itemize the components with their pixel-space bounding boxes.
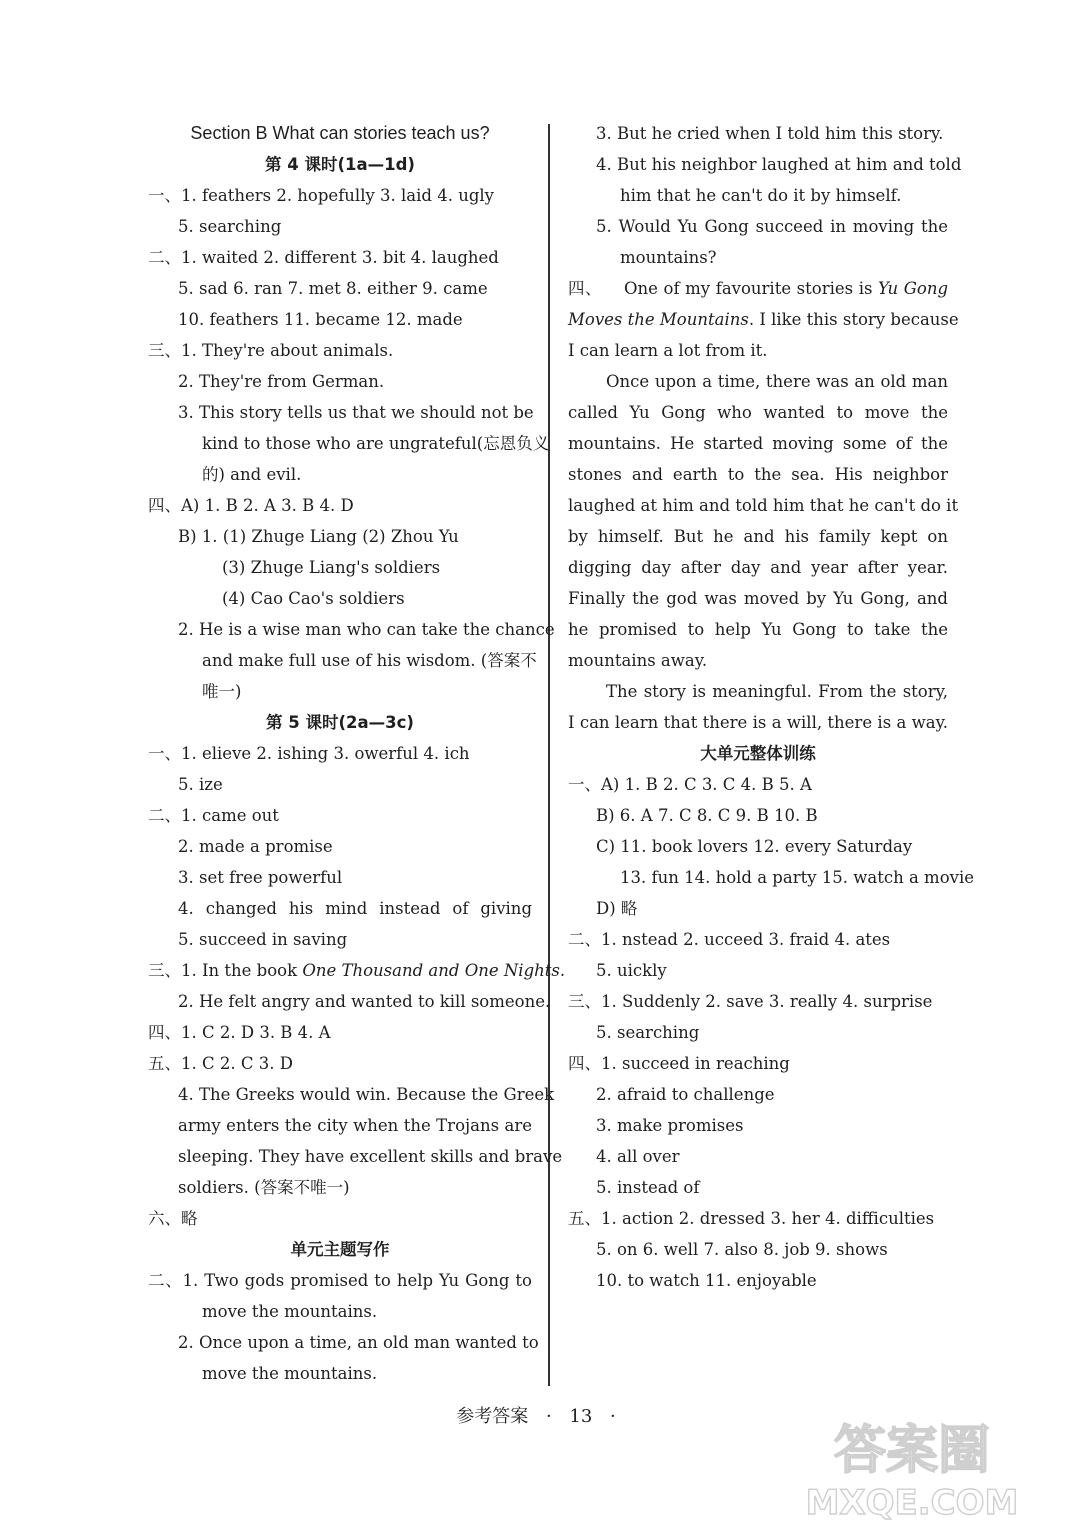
answer-line: mountains?: [620, 248, 717, 267]
answer-text: One of my favourite stories is: [624, 279, 879, 298]
answer-line: 5. instead of: [596, 1178, 700, 1197]
answer-line: 2. made a promise: [178, 837, 333, 856]
answer-line: [568, 273, 948, 304]
answer-line: 唯一): [202, 682, 242, 701]
lesson-5-title: 第 5 课时(2a—3c): [266, 713, 414, 732]
answer-line: [148, 955, 566, 986]
answer-line: D) 略: [596, 899, 638, 918]
answer-line: 5. succeed in saving: [178, 930, 348, 949]
answer-line: 3. make promises: [596, 1116, 744, 1135]
answer-line: move the mountains.: [202, 1364, 378, 1383]
answer-line: mountains. He started moving some of the: [568, 434, 948, 453]
answer-line: (4) Cao Cao's soldiers: [222, 589, 405, 608]
answer-line: 5. uickly: [596, 961, 667, 980]
answer-line: 四、A) 1. B 2. A 3. B 4. D: [148, 496, 354, 515]
answer-line: C) 11. book lovers 12. every Saturday: [596, 837, 913, 856]
answer-line: 二、1. Two gods promised to help Yu Gong to: [148, 1271, 532, 1290]
answer-line: 三、1. Suddenly 2. save 3. really 4. surprise: [568, 992, 933, 1011]
book-title: Yu Gong: [878, 279, 949, 298]
page-number: 13: [569, 1406, 593, 1427]
answer-line: 一、1. elieve 2. ishing 3. owerful 4. ich: [148, 744, 470, 763]
watermark-text: 答案圈: [833, 1421, 991, 1481]
answer-line: B) 1. (1) Zhuge Liang (2) Zhou Yu: [178, 527, 459, 546]
answer-line: he promised to help Yu Gong to take the: [568, 620, 948, 639]
answer-line: called Yu Gong who wanted to move the: [568, 403, 948, 422]
answer-line: 2. Once upon a time, an old man wanted to: [178, 1333, 539, 1352]
question-label: 四、: [568, 279, 602, 298]
answer-line: 三、1. They're about animals.: [148, 341, 394, 360]
answer-line: 的) and evil.: [202, 465, 302, 484]
answer-line: and make full use of his wisdom. (答案不: [202, 651, 537, 670]
answer-line: 3. set free powerful: [178, 868, 343, 887]
lesson-4-title: 第 4 课时(1a—1d): [265, 155, 415, 174]
right-column: [568, 118, 975, 1296]
answer-line: 二、1. waited 2. different 3. bit 4. laughed: [148, 248, 499, 267]
answer-line: him that he can't do it by himself.: [620, 186, 902, 205]
answer-line: [568, 304, 959, 335]
answer-line: 一、A) 1. B 2. C 3. C 4. B 5. A: [568, 775, 812, 794]
answer-line: sleeping. They have excellent skills and brave: [178, 1147, 563, 1166]
unit-training-title: 大单元整体训练: [700, 744, 816, 763]
answer-line: stones and earth to the sea. His neighbor: [568, 465, 948, 484]
answer-line: 2. afraid to challenge: [596, 1085, 775, 1104]
answer-line: laughed at him and told him that he can't do it: [568, 496, 959, 515]
answer-line: I can learn a lot from it.: [568, 341, 768, 360]
answer-line: by himself. But he and his family kept on: [568, 527, 948, 546]
answer-line: 10. to watch 11. enjoyable: [596, 1271, 817, 1290]
answer-line: The story is meaningful. From the story,: [606, 682, 948, 701]
book-title: One Thousand and One Nights.: [302, 961, 566, 980]
answer-line: digging day after day and year after year.: [568, 558, 948, 577]
left-column: [148, 118, 566, 1389]
footer-label: 参考答案: [456, 1406, 529, 1427]
answer-line: 4. changed his mind instead of giving: [178, 899, 532, 918]
answer-line: 六、略: [148, 1209, 198, 1228]
watermark-url: MXQE.COM: [805, 1483, 1019, 1523]
answer-line: mountains away.: [568, 651, 708, 670]
answer-line: 5. searching: [596, 1023, 700, 1042]
answer-line: kind to those who are ungrateful(忘恩负义: [202, 434, 550, 453]
answer-line: 3. This story tells us that we should not be: [178, 403, 534, 422]
answer-line: soldiers. (答案不唯一): [178, 1178, 350, 1197]
footer-dot: ·: [545, 1406, 552, 1427]
answer-line: move the mountains.: [202, 1302, 378, 1321]
answer-text: . I like this story because: [748, 310, 959, 329]
answer-line: 3. But he cried when I told him this story.: [596, 124, 944, 143]
section-title: Section B What can stories teach us?: [190, 123, 490, 143]
answer-line: 2. They're from German.: [178, 372, 385, 391]
answer-line: army enters the city when the Trojans are: [178, 1116, 532, 1135]
answer-line: 5. sad 6. ran 7. met 8. either 9. came: [178, 279, 488, 298]
answer-line: 4. The Greeks would win. Because the Greek: [178, 1085, 555, 1104]
answer-line: 13. fun 14. hold a party 15. watch a movie: [620, 868, 975, 887]
answer-line: (3) Zhuge Liang's soldiers: [222, 558, 441, 577]
footer-dot: ·: [610, 1406, 616, 1427]
watermark-graphic: [792, 1406, 1032, 1526]
answer-line: 4. all over: [596, 1147, 680, 1166]
answer-text: 三、1. In the book: [148, 961, 303, 980]
answer-line: 四、1. succeed in reaching: [568, 1054, 790, 1073]
answer-line: Once upon a time, there was an old man: [606, 372, 948, 391]
watermark-logo: [792, 1406, 1032, 1526]
answer-line: 5. on 6. well 7. also 8. job 9. shows: [596, 1240, 888, 1259]
answer-line: 二、1. nstead 2. ucceed 3. fraid 4. ates: [568, 930, 891, 949]
answer-line: 5. ize: [178, 775, 223, 794]
answer-line: 4. But his neighbor laughed at him and told: [596, 155, 962, 174]
answer-line: I can learn that there is a will, there is a way.: [568, 713, 948, 732]
writing-title: 单元主题写作: [290, 1240, 390, 1259]
answer-line: 5. Would Yu Gong succeed in moving the: [596, 217, 948, 236]
answer-line: B) 6. A 7. C 8. C 9. B 10. B: [596, 806, 818, 825]
answer-line: 五、1. action 2. dressed 3. her 4. difficulties: [568, 1209, 935, 1228]
answer-line: 10. feathers 11. became 12. made: [178, 310, 463, 329]
book-title: Moves the Mountains: [568, 310, 749, 329]
answer-line: 2. He is a wise man who can take the chance: [178, 620, 555, 639]
answer-line: 2. He felt angry and wanted to kill someone.: [178, 992, 551, 1011]
answer-line: 一、1. feathers 2. hopefully 3. laid 4. ugly: [148, 186, 495, 205]
answer-line: 5. searching: [178, 217, 282, 236]
answer-line: 二、1. came out: [148, 806, 279, 825]
column-divider: [548, 124, 550, 1386]
answer-line: 五、1. C 2. C 3. D: [148, 1054, 293, 1073]
answer-line: 四、1. C 2. D 3. B 4. A: [148, 1023, 331, 1042]
answer-line: Finally the god was moved by Yu Gong, and: [568, 589, 948, 608]
